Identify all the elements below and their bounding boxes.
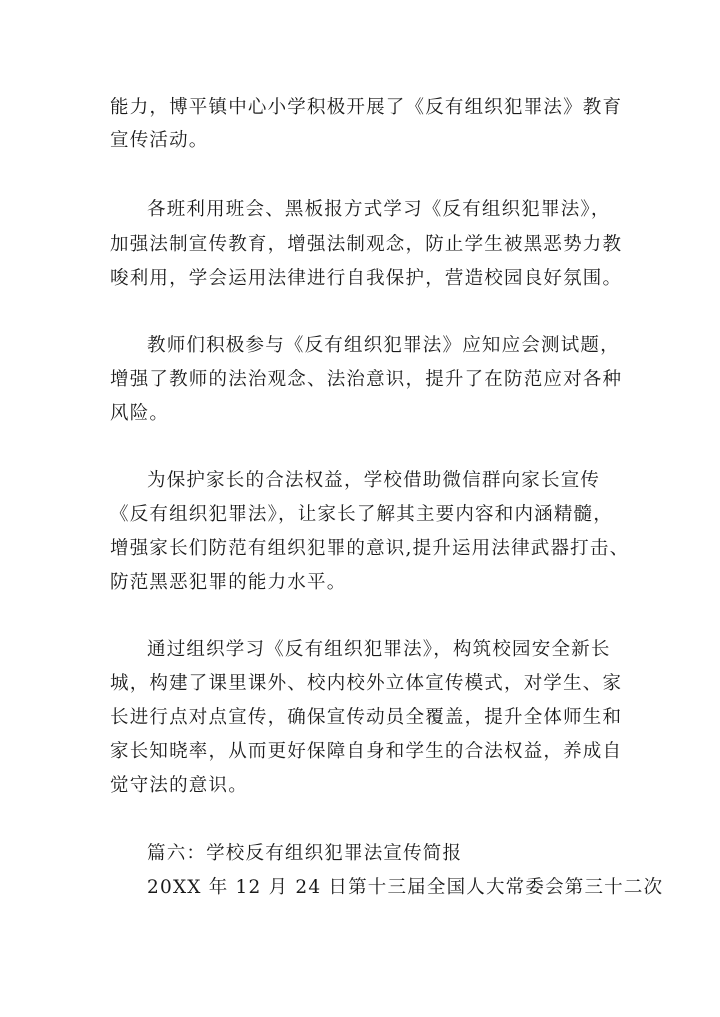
- paragraph-3-line-1: 教师们积极参与《反有组织犯罪法》应知应会测试题，: [147, 335, 620, 356]
- paragraph-5-line-2: 城，构建了课里课外、校内校外立体宣传模式，对学生、家: [110, 673, 623, 694]
- paragraph-1-line-1: 能力，博平镇中心小学积极开展了《反有组织犯罪法》教育: [110, 97, 623, 118]
- paragraph-4-line-2: 《反有组织犯罪法》，让家长了解其主要内容和内涵精髓，: [110, 504, 613, 525]
- paragraph-5-line-3: 长进行点对点宣传，确保宣传动员全覆盖，提升全体师生和: [110, 707, 623, 728]
- paragraph-4-line-1: 为保护家长的合法权益，学校借助微信群向家长宣传: [147, 470, 601, 491]
- section-heading: 篇六：学校反有组织犯罪法宣传简报: [147, 843, 463, 864]
- paragraph-5-line-5: 觉守法的意识。: [110, 775, 248, 796]
- paragraph-3-line-3: 风险。: [110, 403, 170, 424]
- paragraph-3-line-2: 增强了教师的法治观念、法治意识，提升了在防范应对各种: [110, 369, 623, 390]
- paragraph-5-line-4: 家长知晓率，从而更好保障自身和学生的合法权益，养成自: [110, 741, 623, 762]
- paragraph-2-line-1: 各班利用班会、黑板报方式学习《反有组织犯罪法》，: [147, 199, 611, 220]
- paragraph-2-line-3: 唆利用，学会运用法律进行自我保护，营造校园良好氛围。: [110, 268, 623, 289]
- paragraph-1-line-2: 宣传活动。: [110, 130, 209, 151]
- paragraph-5-line-1: 通过组织学习《反有组织犯罪法》，构筑校园安全新长: [147, 639, 611, 660]
- paragraph-4-line-4: 防范黑恶犯罪的能力水平。: [110, 572, 347, 593]
- paragraph-7-line-1: 20XX 年 12 月 24 日第十三届全国人大常委会第三十二次: [147, 877, 664, 898]
- paragraph-4-line-3: 增强家长们防范有组织犯罪的意识,提升运用法律武器打击、: [110, 538, 630, 559]
- paragraph-2-line-2: 加强法制宣传教育，增强法制观念，防止学生被黑恶势力教: [110, 234, 623, 255]
